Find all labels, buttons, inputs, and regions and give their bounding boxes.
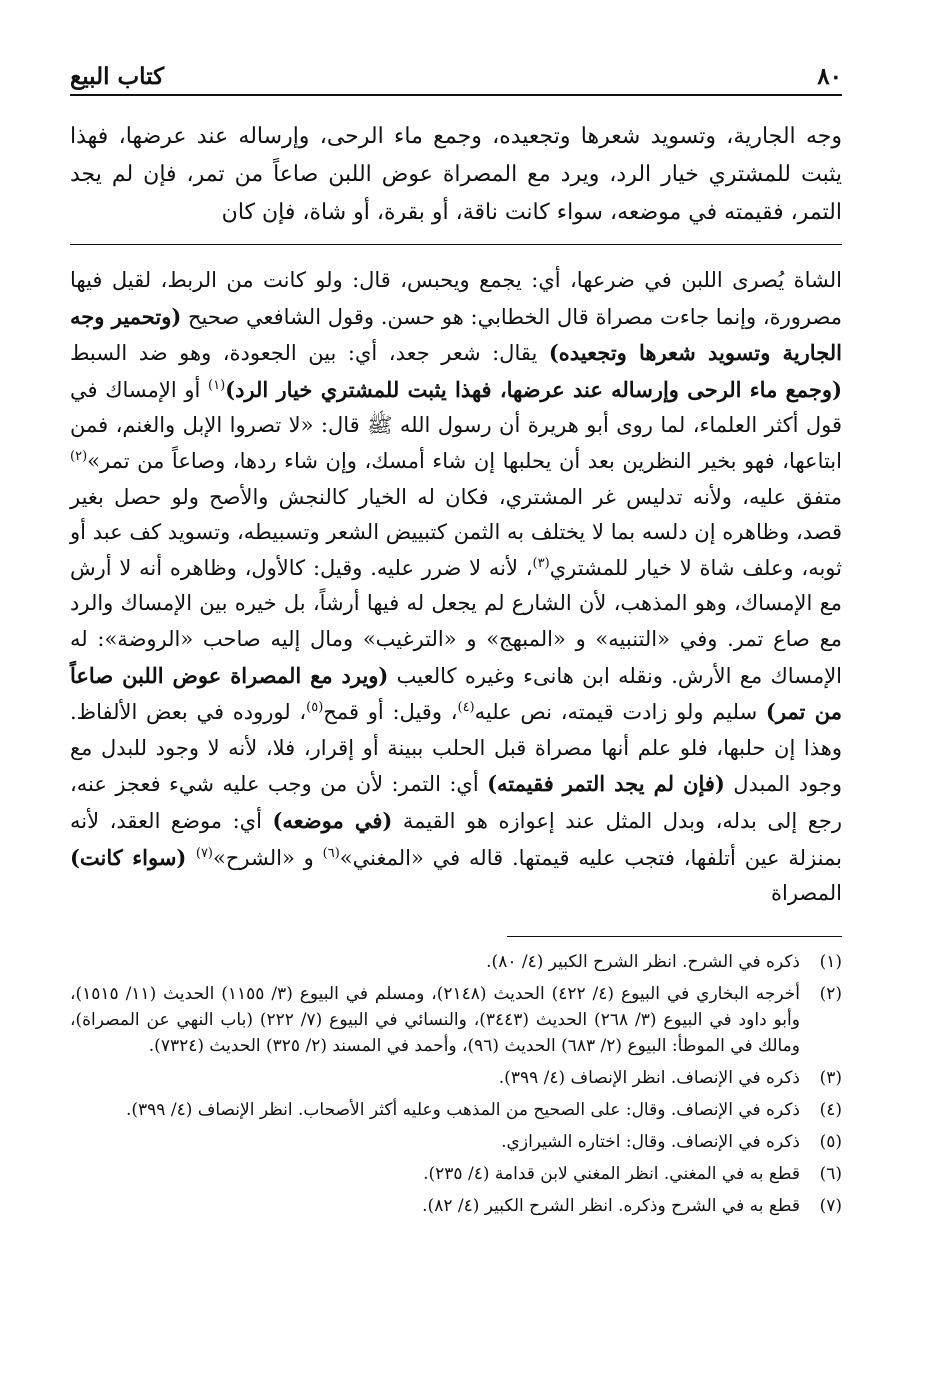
commentary-text: ، لأنه لا ضرر عليه. وقيل: كالأول، وظاهره أنه لا أرش مع الإمساك، وهو المذهب، لأن الشارع لم يجعل له فيها أرشاً، بل خيره بين الإمساك والرد مع صاع تمر. وفي «التنبيه» و «المبهج» و «الترغيب» ومال إليه صاحب «الروضة»: له الإمساك مع الأرش. ونقله ابن هانىء وغيره كالعيب [70,555,843,688]
footnote-ref[interactable]: (٣) [532,555,550,571]
footnote [70,1097,842,1123]
footnote-text: قطع به في المغني. انظر المغني لابن قدامة (٤/ ٢٣٥). [423,1163,800,1184]
footnote [70,1193,842,1219]
footnote-ref[interactable]: (٤) [457,700,475,716]
commentary-text: متفق عليه، ولأنه تدليس غر المشتري، فكان له الخيار كالنجش والأصح ولو حصل بغير قصد، وظاهره إن دلسه بما لا يختلف به الثمن كتبييض الشعر وتسبيطه، وتسويد كف عبد أو ثوبه، وعلف شاة لا خيار للمشتري [70,484,842,580]
quoted-matn: (وجمع ماء الرحى وإرساله عند عرضها، فهذا يثبت للمشتري خيار الرد) [225,376,843,402]
footnote-text: ذكره في الشرح. انظر الشرح الكبير (٤/ ٨٠). [486,951,800,972]
commentary-text: أو الإمساك في قول أكثر العلماء، لما روى أبو هريرة أن رسول الله ﷺ قال: «لا تصروا الإبل والغنم، فمن ابتاعها، فهو بخير النظرين بعد أن يحلبها إن شاء أمسك، وإن شاء ردها، وصاعاً من تمر» [70,377,842,473]
footnote [70,1065,842,1091]
footnote-text: ذكره في الإنصاف. وقال: اختاره الشيرازي. [501,1131,800,1152]
footnote [70,949,842,975]
main-text [70,118,842,232]
book-page [70,60,842,1225]
commentary-text: و «الشرح» [213,845,323,870]
main-text-paragraph: وجه الجارية، وتسويد شعرها وتجعيده، وجمع ماء الرحى، وإرساله عند عرضها، فهذا يثبت للمشتري خيار الرد، ويرد مع المصراة عوض اللبن صاعاً من تمر، فإن لم يجد التمر، فقيمته في موضعه، سواء كانت ناقة، أو بقرة، أو شاة، فإن كان [70,124,842,225]
footnote-number: (٤) [819,1099,842,1120]
footnote [70,1129,842,1155]
commentary-text: ، وقيل: أو قمح [323,700,458,725]
commentary-text: ، لوروده في بعض الألفاظ. وهذا إن حلبها، فلو علم أنها مصراة قبل الحلب ببينة أو إقرار، فلا، لأنه لا وجود للبدل مع وجود المبدل [70,700,842,797]
commentary-text: أي: موضع العقد، لأنه بمنزلة عين أتلفها، فتجب عليه قيمتها. قاله في «المغني» [70,808,842,870]
footnote [70,981,842,1059]
footnote-ref[interactable]: (١) [208,377,226,393]
quoted-matn: (وتحمير وجه الجارية وتسويد شعرها وتجعيده) [70,303,842,366]
book-title: كتاب البيع [70,63,165,90]
commentary-text: أي: التمر: لأن من وجب عليه شيء فعجز عنه، رجع إلى بدله، وبدل المثل عند إعوازه هو القيمة [70,772,842,833]
quoted-matn: (فإن لم يجد التمر فقيمته) [487,771,725,797]
commentary [70,263,842,912]
footnote-separator [507,936,842,937]
commentary-text: المصراة [770,881,842,906]
footnote-ref[interactable]: (٧) [195,845,213,861]
footnote [70,1161,842,1187]
footnote-ref[interactable]: (٥) [306,700,324,716]
quoted-matn: (في موضعه) [272,807,393,833]
page-number: ٨٠ [817,63,842,90]
footnote-number: (٣) [819,1067,842,1088]
footnotes [70,949,842,1219]
footnote-number: (٥) [819,1131,842,1152]
footnote-number: (١) [819,951,842,972]
commentary-paragraph [70,263,842,912]
footnote-text: ذكره في الإنصاف. انظر الإنصاف (٤/ ٣٩٩). [498,1067,800,1088]
footnote-number: (٢) [819,983,842,1004]
footnote-ref[interactable]: (٢) [70,448,88,464]
footnote-number: (٦) [819,1163,842,1184]
quoted-matn: (ويرد مع المصراة عوض اللبن صاعاً من تمر) [70,662,842,725]
commentary-text: الشاة يُصرى اللبن في ضرعها، أي: يجمع ويحبس، قال: ولو كانت من الربط، لقيل فيها مصرورة، وإنما جاءت مصراة قال الخطابي: هو حسن. وقول الشافعي صحيح [70,268,842,329]
footnote-number: (٧) [819,1195,842,1216]
commentary-text: سليم ولو زادت قيمته، نص عليه [474,700,766,725]
main-text-separator [70,244,842,245]
footnote-text: ذكره في الإنصاف. وقال: على الصحيح من المذهب وعليه أكثر الأصحاب. انظر الإنصاف (٤/ ٣٩٩). [125,1099,800,1120]
footnote-text: قطع به في الشرح وذكره. انظر الشرح الكبير (٤/ ٨٢). [422,1195,800,1216]
footnote-text: أخرجه البخاري في البيوع (٤/ ٤٢٢) الحديث (٢١٤٨)، ومسلم في البيوع (٣/ ١١٥٥) الحديث (١١/ ١٥١٥)، وأبو داود في البيوع (٣/ ٢٦٨) الحديث (٣٤٤٣)، والنسائي في البيوع (٧/ ٢٢٢) (باب النهي عن المصراة)، ومالك في الموطأ: البيوع (٢/ ٦٨٣) الحديث (٩٦)، وأحمد في المسند (٢/ ٣٢٥) الحديث (٧٣٢٤). [70,983,800,1056]
commentary-text: يقال: شعر جعد، أي: بين الجعودة، وهو ضد السبط [70,341,549,366]
quoted-matn: (سواء كانت) [70,844,196,870]
page-header [70,60,842,96]
footnote-ref[interactable]: (٦) [322,845,340,861]
